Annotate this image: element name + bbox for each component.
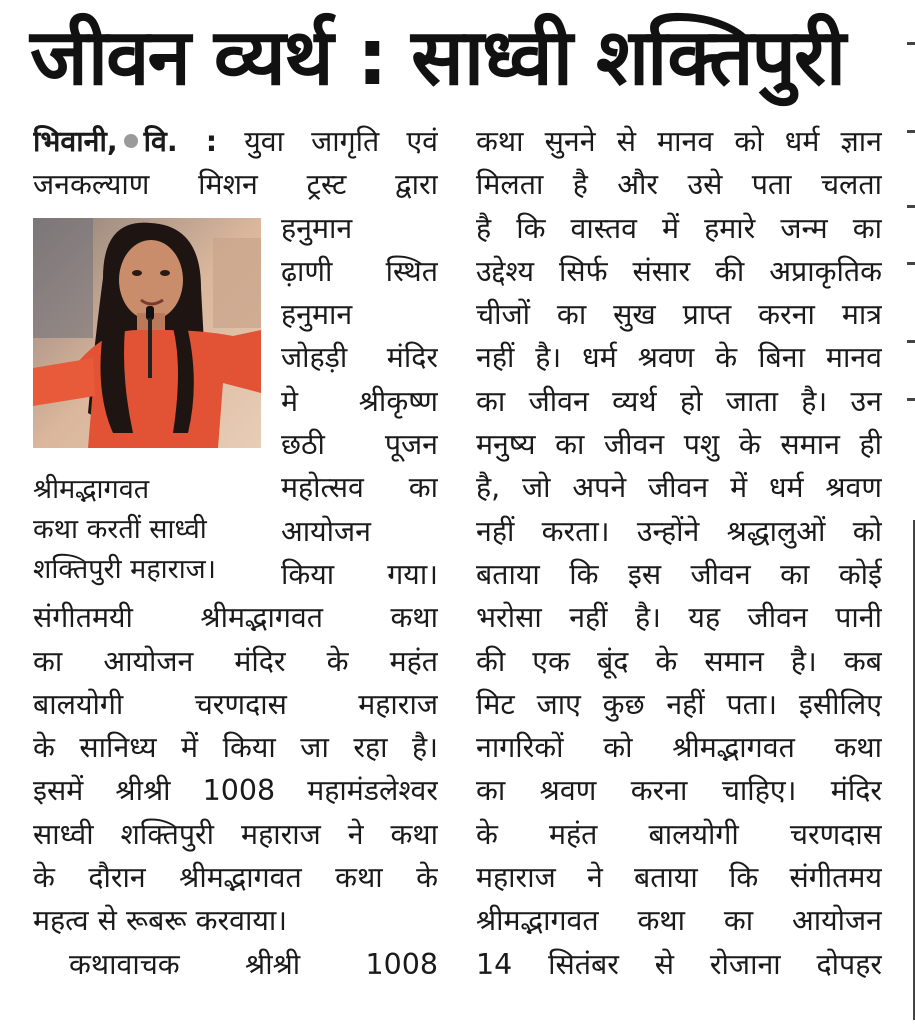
body-line: संगीतमयी श्रीमद्भागवत कथा (33, 601, 438, 635)
body-line: नागरिकों को श्रीमद्भागवत कथा (476, 731, 882, 765)
body-line: महोत्सव का (281, 471, 438, 505)
body-line: की एक बूंद के समान है। कब (476, 644, 882, 678)
body-line: जनकल्याण मिशन ट्रस्ट द्वारा (33, 168, 438, 202)
caption-line: शक्तिपुरी महाराज। (33, 554, 216, 585)
body-line: महाराज ने बताया कि संगीतमय (476, 861, 882, 895)
byline-line (33, 120, 438, 163)
body-line: आयोजन (281, 514, 372, 548)
body-line: कथा सुनने से मानव को धर्म ज्ञान (476, 125, 882, 158)
body-line: जोहड़ी मंदिर (281, 341, 438, 375)
body-line: के सानिध्य में किया जा रहा है। (33, 731, 438, 765)
body-line: ढ़ाणी स्थित (281, 254, 438, 288)
speaker-photo (33, 218, 261, 448)
body-line: का श्रवण करना चाहिए। मंदिर (476, 774, 882, 808)
photo-caption (33, 470, 263, 590)
headline: जीवन व्यर्थ : साध्वी शक्तिपुरी (30, 13, 845, 103)
body-line: हनुमान (281, 211, 353, 245)
body-line: छठी पूजन (281, 428, 438, 462)
byline-source: वि. : (143, 125, 218, 158)
body-line: इसमें श्रीश्री 1008 महामंडलेश्वर (33, 774, 438, 808)
caption-line: श्रीमद्भागवत (33, 474, 150, 505)
body-line: के दौरान श्रीमद्भागवत कथा के (33, 861, 438, 895)
body-line: भरोसा नहीं है। यह जीवन पानी (476, 601, 882, 635)
body-line: श्रीमद्भागवत कथा का आयोजन (476, 904, 882, 938)
article-column-2 (476, 120, 882, 986)
body-line: उद्देश्य सिर्फ संसार की अप्राकृतिक (476, 254, 882, 288)
caption-line: कथा करतीं साध्वी (33, 514, 207, 545)
body-line: मे श्रीकृष्ण (281, 384, 438, 418)
body-line: नहीं है। धर्म श्रवण के बिना मानव (476, 341, 882, 375)
body-line: नहीं करता। उन्होंने श्रद्धालुओं को (476, 514, 882, 548)
body-line: के महंत बालयोगी चरणदास (476, 817, 882, 851)
body-line: महत्व से रूबरू करवाया। (33, 904, 288, 938)
body-line: किया गया। (281, 557, 438, 591)
speaker-illustration (33, 218, 261, 448)
body-line: चीजों का सुख प्राप्त करना मात्र (476, 298, 882, 332)
body-line: मनुष्य का जीवन पशु के समान ही (476, 428, 882, 462)
body-line: है, जो अपने जीवन में धर्म श्रवण (476, 471, 882, 505)
body-line: 14 सितंबर से रोजाना दोपहर (476, 947, 882, 981)
body-line: बालयोगी चरणदास महाराज (33, 687, 438, 721)
body-line: बताया कि इस जीवन का कोई (476, 557, 882, 591)
body-line: हनुमान (281, 298, 353, 332)
bullet-icon (124, 134, 138, 148)
body-line: मिलता है और उसे पता चलता (476, 168, 882, 202)
body-line: युवा जागृति एवं (244, 125, 438, 158)
body-line: मिट जाए कुछ नहीं पता। इसीलिए (476, 687, 882, 721)
body-line: है कि वास्तव में हमारे जन्म का (476, 211, 882, 245)
text-beside-photo (281, 207, 438, 597)
body-line: का जीवन व्यर्थ हो जाता है। उन (476, 384, 882, 418)
body-line: का आयोजन मंदिर के महंत (33, 644, 438, 678)
byline-place: भिवानी, (33, 125, 118, 158)
body-line: कथावाचक श्रीश्री 1008 (69, 947, 438, 981)
body-line: साध्वी शक्तिपुरी महाराज ने कथा (33, 817, 438, 851)
page-edge-marks (905, 0, 915, 1024)
